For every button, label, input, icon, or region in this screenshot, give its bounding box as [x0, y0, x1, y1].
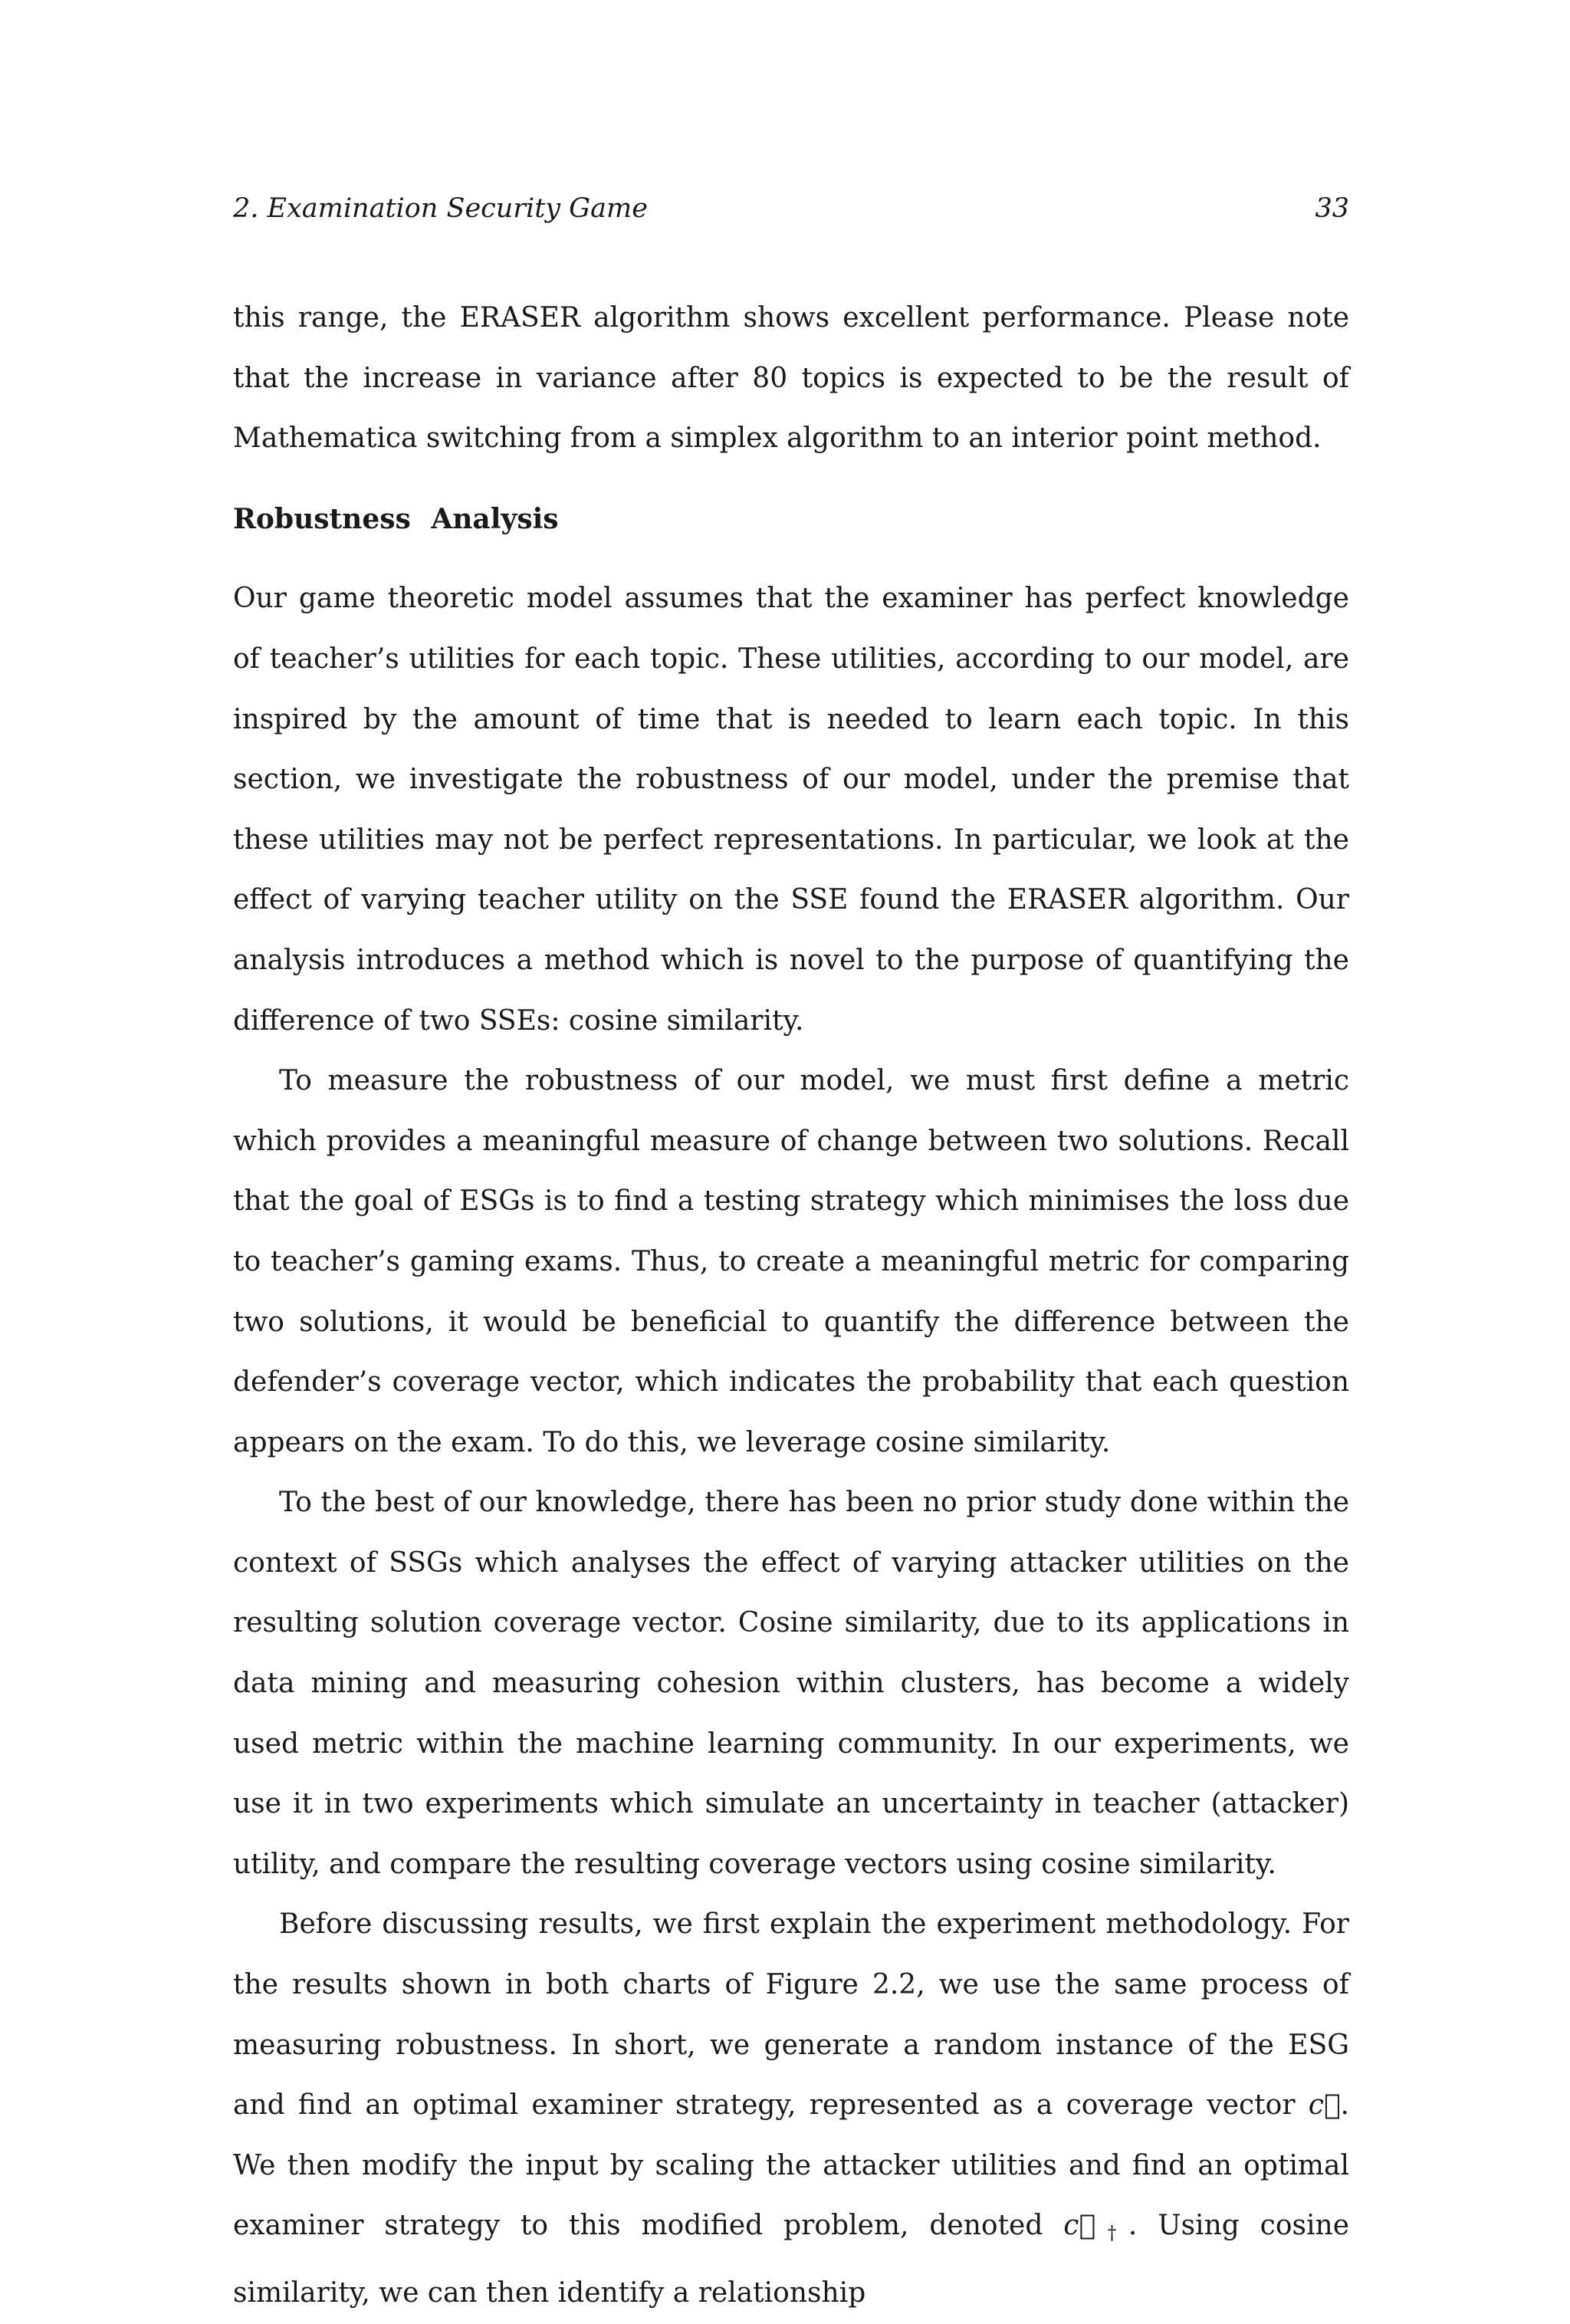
- coverage-vector-symbol: c⃗: [1308, 2089, 1341, 2122]
- methodology-text-2: . We then modify the input by scaling the attacker utilities and find an optimal examiner strategy to this modified problem, denoted: [233, 2089, 1349, 2242]
- dagger-subscript: †: [1095, 2222, 1128, 2244]
- paragraph-methodology: [233, 1895, 1349, 2323]
- paragraph-prior-study: To the best of our knowledge, there has been no prior study done within the context of SSGs which analyses the effect of varying attacker utilities on the resulting solution coverage vector. Cosine similarity, due to its applications in data mining and measuring cohesion within clusters, has become a widely used metric within the machine learning community. In our experiments, we use it in two experiments which simulate an uncertainty in teacher (attacker) utility, and compare the resulting coverage vectors using cosine similarity.: [233, 1487, 1349, 1880]
- paragraph-robustness-metric: To measure the robustness of our model, we must first define a metric which provides a meaningful measure of change between two solutions. Recall that the goal of ESGs is to find a testing strategy which minimises the loss due to teacher’s gaming exams. Thus, to create a meaningful metric for comparing two solutions, it would be beneficial to quantify the difference between the defender’s coverage vector, which indicates the probability that each question appears on the exam. To do this, we leverage cosine similarity.: [233, 1065, 1349, 1458]
- chapter-title: 2. Examination Security Game: [233, 193, 648, 224]
- body-text: [233, 288, 1349, 2324]
- modified-coverage-vector-symbol: [1063, 2210, 1128, 2244]
- methodology-text-1: Before discussing results, we first explain the experiment methodology. For the results shown in both charts of Figure 2.2, we use the same process of measuring robustness. In short, we generate a random instance of the ESG and find an optimal examiner strategy, represented as a coverage vector: [233, 1908, 1349, 2122]
- paragraph-continuation: this range, the ERASER algorithm shows excellent performance. Please note that the increase in variance after 80 topics is expected to be the result of Mathematica switching from a simplex algorithm to an interior point method.: [233, 302, 1349, 455]
- page-number: 33: [1315, 193, 1349, 224]
- document-page: [233, 0, 1349, 2309]
- paragraph-model-assumptions: Our game theoretic model assumes that the examiner has perfect knowledge of teacher’s utilities for each topic. These utilities, according to our model, are inspired by the amount of time that is needed to learn each topic. In this section, we investigate the robustness of our model, under the premise that these utilities may not be perfect representations. In particular, we look at the effect of varying teacher utility on the SSE found the ERASER algorithm. Our analysis introduces a method which is novel to the purpose of quantifying the difference of two SSEs: cosine similarity.: [233, 583, 1349, 1037]
- methodology-text-3: . Using cosine similarity, we can then identify a relationship: [233, 2210, 1349, 2309]
- vector-c-glyph: c⃗: [1063, 2210, 1096, 2242]
- running-header: [233, 192, 1349, 225]
- section-heading: Robustness Analysis: [233, 502, 559, 535]
